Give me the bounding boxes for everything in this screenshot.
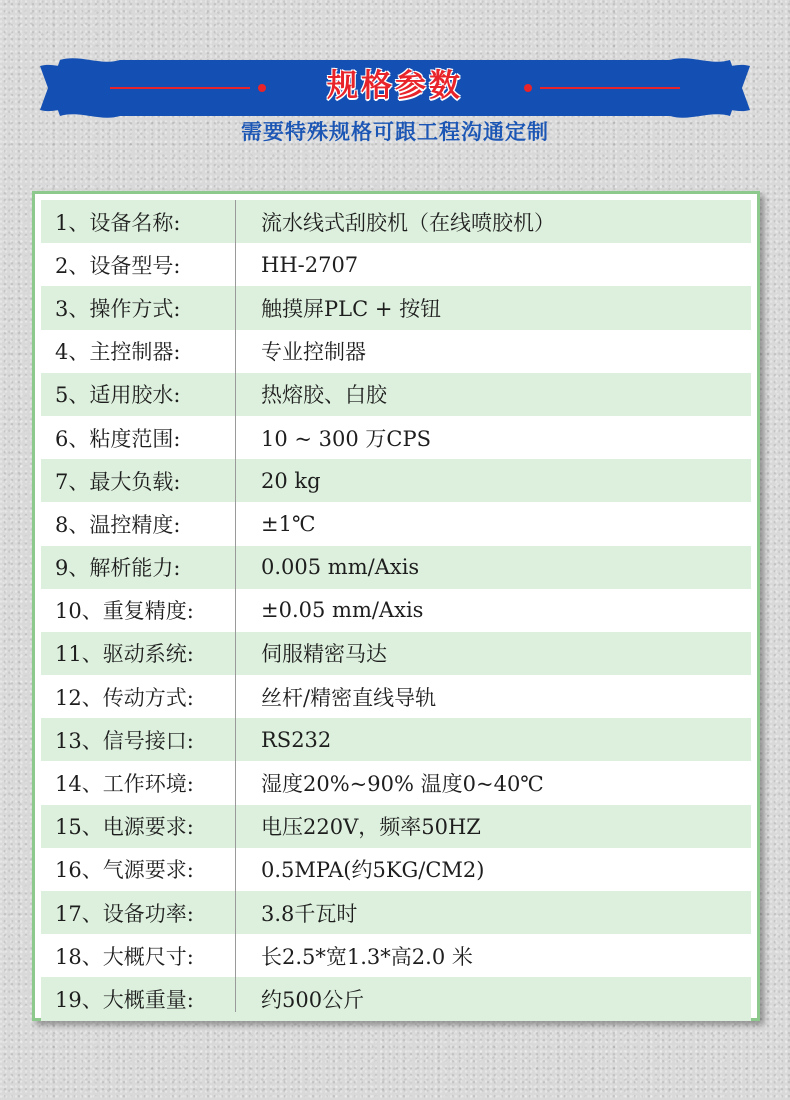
spec-value: ±0.05 mm/Axis xyxy=(261,598,424,623)
spec-label: 16、气源要求: xyxy=(55,858,194,883)
spec-value: 热熔胶、白胶 xyxy=(261,383,387,408)
spec-row xyxy=(41,416,751,459)
spec-row xyxy=(41,286,751,329)
spec-label: 10、重复精度: xyxy=(55,599,194,624)
spec-label: 8、温控精度: xyxy=(55,512,181,537)
spec-row xyxy=(41,761,751,804)
spec-row xyxy=(41,330,751,373)
banner-title: 规格参数 xyxy=(327,68,463,104)
spec-label: 18、大概尺寸: xyxy=(55,944,194,969)
spec-value: 流水线式刮胶机（在线喷胶机） xyxy=(261,210,555,235)
spec-value: 伺服精密马达 xyxy=(261,642,387,667)
spec-row xyxy=(41,632,751,675)
spec-row xyxy=(41,934,751,977)
spec-label: 19、大概重量: xyxy=(55,987,194,1012)
spec-label: 14、工作环境: xyxy=(55,772,194,797)
spec-value: HH-2707 xyxy=(261,252,359,277)
spec-label: 5、适用胶水: xyxy=(55,383,181,408)
spec-label: 3、操作方式: xyxy=(55,296,181,321)
spec-row xyxy=(41,848,751,891)
spec-row xyxy=(41,200,751,243)
spec-label: 13、信号接口: xyxy=(55,728,194,753)
spec-value: 触摸屏PLC + 按钮 xyxy=(261,296,442,321)
spec-table xyxy=(41,200,751,1012)
spec-label: 4、主控制器: xyxy=(55,340,181,365)
spec-label: 1、设备名称: xyxy=(55,210,181,235)
spec-value: 丝杆/精密直线导轨 xyxy=(261,685,437,710)
spec-table-panel xyxy=(32,191,760,1021)
spec-label: 9、解析能力: xyxy=(55,556,181,581)
spec-row xyxy=(41,589,751,632)
spec-row xyxy=(41,675,751,718)
spec-label: 15、电源要求: xyxy=(55,815,194,840)
spec-label: 17、设备功率: xyxy=(55,901,194,926)
spec-label: 12、传动方式: xyxy=(55,685,194,710)
spec-row xyxy=(41,977,751,1020)
spec-row xyxy=(41,459,751,502)
spec-value: 10 ~ 300 万CPS xyxy=(261,426,432,451)
spec-row xyxy=(41,546,751,589)
spec-value: RS232 xyxy=(261,727,332,752)
spec-value: 20 kg xyxy=(261,468,321,493)
spec-value: 专业控制器 xyxy=(261,340,366,365)
spec-value: 3.8千瓦时 xyxy=(261,901,358,926)
column-divider xyxy=(235,200,236,1012)
spec-row xyxy=(41,891,751,934)
spec-row xyxy=(41,502,751,545)
spec-label: 6、粘度范围: xyxy=(55,426,181,451)
spec-label: 11、驱动系统: xyxy=(55,642,194,667)
spec-value: 0.005 mm/Axis xyxy=(261,555,420,580)
spec-label: 2、设备型号: xyxy=(55,253,181,278)
spec-row xyxy=(41,243,751,286)
spec-value: ±1℃ xyxy=(261,511,316,536)
spec-value: 约500公斤 xyxy=(261,987,365,1012)
spec-value: 电压220V，频率50HZ xyxy=(261,815,481,840)
spec-value: 0.5MPA(约5KG/CM2) xyxy=(261,858,485,883)
title-banner xyxy=(40,52,750,124)
banner-subtitle: 需要特殊规格可跟工程沟通定制 xyxy=(241,120,549,144)
spec-value: 湿度20%~90% 温度0~40℃ xyxy=(261,772,544,797)
spec-label: 7、最大负载: xyxy=(55,469,181,494)
spec-row xyxy=(41,718,751,761)
spec-row xyxy=(41,373,751,416)
spec-value: 长2.5*宽1.3*高2.0 米 xyxy=(261,944,473,969)
spec-row xyxy=(41,805,751,848)
